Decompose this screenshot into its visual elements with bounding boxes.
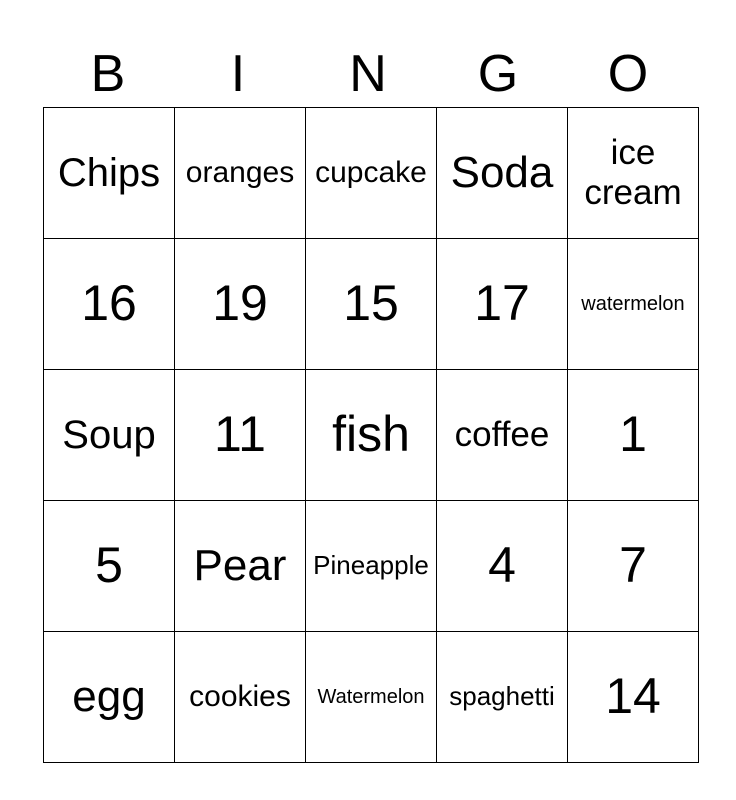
board-cell[interactable]: 17 <box>437 239 568 370</box>
board-cell[interactable]: cookies <box>175 632 306 763</box>
board-cell[interactable]: coffee <box>437 370 568 501</box>
board-cell[interactable]: oranges <box>175 108 306 239</box>
header-letter-o: O <box>607 45 649 103</box>
board-cell[interactable]: Soup <box>44 370 175 501</box>
board-row <box>44 632 699 763</box>
bingo-board <box>43 107 699 763</box>
bingo-header <box>43 42 693 106</box>
header-letter-b: B <box>90 45 126 103</box>
board-cell[interactable]: 15 <box>306 239 437 370</box>
board-cell[interactable]: 1 <box>568 370 699 501</box>
header-letter-g: G <box>477 45 519 103</box>
board-row <box>44 501 699 632</box>
board-cell[interactable]: 4 <box>437 501 568 632</box>
header-letter-i: I <box>230 45 246 103</box>
board-cell[interactable]: Pear <box>175 501 306 632</box>
board-cell[interactable]: 14 <box>568 632 699 763</box>
board-cell[interactable]: 5 <box>44 501 175 632</box>
board-cell[interactable]: Watermelon <box>306 632 437 763</box>
board-row <box>44 370 699 501</box>
board-cell[interactable]: 19 <box>175 239 306 370</box>
board-cell[interactable]: Pineapple <box>306 501 437 632</box>
board-cell[interactable]: cupcake <box>306 108 437 239</box>
board-cell[interactable]: spaghetti <box>437 632 568 763</box>
board-cell[interactable]: egg <box>44 632 175 763</box>
board-cell[interactable]: 16 <box>44 239 175 370</box>
board-cell[interactable]: fish <box>306 370 437 501</box>
board-cell[interactable]: watermelon <box>568 239 699 370</box>
board-row <box>44 108 699 239</box>
board-cell[interactable]: Soda <box>437 108 568 239</box>
header-letter-n: N <box>349 45 387 103</box>
board-cell[interactable]: 7 <box>568 501 699 632</box>
board-row <box>44 239 699 370</box>
board-cell[interactable]: ice cream <box>568 108 699 239</box>
board-cell[interactable]: Chips <box>44 108 175 239</box>
board-cell[interactable]: 11 <box>175 370 306 501</box>
